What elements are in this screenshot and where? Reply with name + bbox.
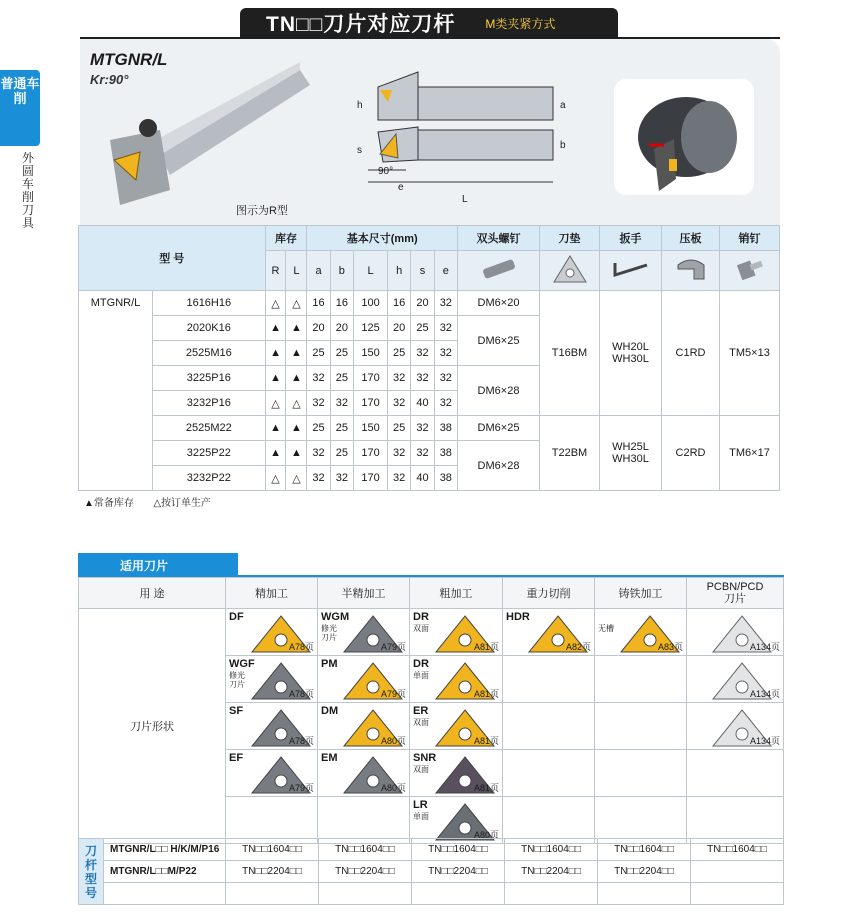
pin-icon xyxy=(720,251,780,291)
holder-label: 刀 杆 型 号 xyxy=(79,839,104,905)
holder-name: MTGNR/L□□M/P22 xyxy=(104,861,226,883)
clamp-illustration xyxy=(614,79,754,195)
insert-note: 修光 刀片 xyxy=(229,671,245,689)
insert-page: A134页 xyxy=(749,642,780,652)
page-subtitle: M类夹紧方式 xyxy=(485,16,556,31)
shim-value: T16BM xyxy=(540,291,600,416)
model-code: 1616H16 xyxy=(153,291,266,316)
cell-R: ▲ xyxy=(265,316,286,341)
insert-cell[interactable] xyxy=(410,703,502,749)
shim-value: T22BM xyxy=(540,416,600,491)
insert-cell[interactable] xyxy=(318,703,409,749)
col-s: s xyxy=(411,251,434,291)
cell-Lv: 170 xyxy=(353,441,387,466)
cell-R: △ xyxy=(265,391,286,416)
cell-R: ▲ xyxy=(265,366,286,391)
page-header xyxy=(240,8,618,38)
cell-L: ▲ xyxy=(286,441,307,466)
holder-name: MTGNR/L□□ H/K/M/P16 xyxy=(104,839,226,861)
cell-L: ▲ xyxy=(286,366,307,391)
cell-h: 32 xyxy=(388,441,411,466)
dim-a: a xyxy=(560,100,566,111)
cell-L: ▲ xyxy=(286,341,307,366)
col-e: e xyxy=(434,251,457,291)
wrench-icon xyxy=(600,251,662,291)
col-semi-finishing: 半精加工 xyxy=(318,578,410,609)
cell-s: 32 xyxy=(411,366,434,391)
cell-Lv: 150 xyxy=(353,416,387,441)
cell-h: 25 xyxy=(388,416,411,441)
insert-code: ER xyxy=(413,705,429,717)
screw-icon xyxy=(458,251,540,291)
cell-e: 32 xyxy=(434,366,457,391)
cell-h: 32 xyxy=(388,391,411,416)
cell-s: 25 xyxy=(411,316,434,341)
insert-code: DM xyxy=(321,705,339,717)
insert-cell[interactable] xyxy=(595,609,686,655)
stock-legend xyxy=(84,494,211,509)
wrench-b: WH30L xyxy=(612,353,649,365)
insert-note: 单面 xyxy=(413,671,429,680)
clamp-icon xyxy=(662,251,720,291)
insert-note: 双面 xyxy=(413,718,429,727)
model-code: 2020K16 xyxy=(153,316,266,341)
holder-insert: TN□□2204□□ xyxy=(598,861,691,883)
dim-l: L xyxy=(462,194,468,205)
cell-a: 20 xyxy=(307,316,330,341)
cell-b: 32 xyxy=(330,391,353,416)
insert-cell[interactable] xyxy=(226,703,317,749)
spec-table xyxy=(78,225,780,491)
col-use: 用 途 xyxy=(79,578,226,609)
model-code: 3225P22 xyxy=(153,441,266,466)
model-code: 2525M16 xyxy=(153,341,266,366)
col-r: R xyxy=(265,251,286,291)
insert-code: WGF xyxy=(229,658,255,670)
cell-h: 25 xyxy=(388,341,411,366)
cell-R: ▲ xyxy=(265,441,286,466)
insert-code: EM xyxy=(321,752,338,764)
insert-page: A134页 xyxy=(749,689,780,699)
insert-code: DR xyxy=(413,611,429,623)
cell-h: 20 xyxy=(388,316,411,341)
cell-Lv: 150 xyxy=(353,341,387,366)
wrench-value xyxy=(600,291,662,416)
dim-e: e xyxy=(398,182,404,193)
insert-page: A79页 xyxy=(380,642,406,652)
col-clamp: 压板 xyxy=(662,226,720,251)
col-heavy-cutting: 重力切削 xyxy=(503,578,595,609)
clamp-value: C2RD xyxy=(662,416,720,491)
insert-page: A79页 xyxy=(288,783,314,793)
dimension-drawing xyxy=(348,62,578,212)
cell-Lv: 170 xyxy=(353,391,387,416)
cell-h: 16 xyxy=(388,291,411,316)
cell-e: 32 xyxy=(434,316,457,341)
tool-holder-image xyxy=(100,60,310,220)
insert-cell[interactable] xyxy=(410,750,502,796)
dim-b: b xyxy=(560,140,566,151)
cell-b: 25 xyxy=(330,341,353,366)
insert-cell[interactable] xyxy=(226,750,317,796)
insert-note: 无槽 xyxy=(598,624,614,633)
cell-R: △ xyxy=(265,466,286,491)
cell-L: △ xyxy=(286,391,307,416)
side-tab[interactable]: 普通车削 xyxy=(0,70,40,146)
side-subtitle: 外圆车削刀具 xyxy=(22,151,35,230)
col-a: a xyxy=(307,251,330,291)
insert-page: A134页 xyxy=(749,736,780,746)
holder-insert: TN□□1604□□ xyxy=(691,839,784,861)
col-cast-iron: 铸铁加工 xyxy=(595,578,687,609)
legend-in-stock: ▲常备库存 xyxy=(84,498,134,509)
holder-insert: TN□□2204□□ xyxy=(412,861,505,883)
col-stock: 库存 xyxy=(265,226,307,251)
insert-code: SNR xyxy=(413,752,437,764)
insert-page: A81页 xyxy=(473,689,499,699)
col-h: h xyxy=(388,251,411,291)
insert-code: SF xyxy=(229,705,244,717)
insert-page: A81页 xyxy=(473,642,499,652)
cell-s: 20 xyxy=(411,291,434,316)
dim-h: h xyxy=(357,100,363,111)
cell-h: 32 xyxy=(388,366,411,391)
insert-cell[interactable] xyxy=(410,797,502,843)
insert-page: A78页 xyxy=(288,642,314,652)
insert-code: DF xyxy=(229,611,244,623)
insert-cell[interactable] xyxy=(503,609,594,655)
cell-b: 32 xyxy=(330,466,353,491)
insert-code: HDR xyxy=(506,611,530,623)
cell-a: 32 xyxy=(307,366,330,391)
cell-s: 40 xyxy=(411,391,434,416)
dim-angle: 90° xyxy=(378,166,394,177)
insert-cell[interactable] xyxy=(226,656,317,702)
insert-note: 单面 xyxy=(413,812,429,821)
cell-a: 25 xyxy=(307,341,330,366)
cell-e: 32 xyxy=(434,391,457,416)
insert-code: WGM xyxy=(321,611,350,623)
holder-insert: TN□□1604□□ xyxy=(598,839,691,861)
col-l: L xyxy=(286,251,307,291)
cell-L: ▲ xyxy=(286,316,307,341)
model-code: 3232P22 xyxy=(153,466,266,491)
cell-b: 20 xyxy=(330,316,353,341)
insert-cell[interactable] xyxy=(318,609,409,655)
figure-caption: 图示为R型 xyxy=(236,205,288,217)
dim-s: s xyxy=(357,145,362,156)
cell-s: 32 xyxy=(411,441,434,466)
holder-insert: TN□□1604□□ xyxy=(319,839,412,861)
cell-e: 38 xyxy=(434,466,457,491)
insert-note: 修光 刀片 xyxy=(321,624,337,642)
insert-note: 双面 xyxy=(413,765,429,774)
model-code: 3225P16 xyxy=(153,366,266,391)
insert-cell[interactable] xyxy=(410,656,502,702)
holder-insert: TN□□1604□□ xyxy=(505,839,598,861)
cell-b: 25 xyxy=(330,366,353,391)
cell-L: △ xyxy=(286,466,307,491)
cell-a: 25 xyxy=(307,416,330,441)
col-basic: 基本尺寸(mm) xyxy=(307,226,458,251)
screw-value: DM6×20 xyxy=(458,291,540,316)
wrench-b: WH30L xyxy=(612,453,649,465)
cell-s: 32 xyxy=(411,341,434,366)
cell-a: 32 xyxy=(307,466,330,491)
cell-b: 16 xyxy=(330,291,353,316)
row-shape-label: 刀片形状 xyxy=(79,609,226,844)
section-inserts-title: 适用刀片 xyxy=(78,553,238,575)
cell-a: 16 xyxy=(307,291,330,316)
cell-L: △ xyxy=(286,291,307,316)
pin-value: TM6×17 xyxy=(720,416,780,491)
cell-e: 32 xyxy=(434,291,457,316)
col-pcbn: PCBN/PCD 刀片 xyxy=(687,578,784,609)
insert-page: A81页 xyxy=(473,736,499,746)
cell-Lv: 170 xyxy=(353,466,387,491)
col-b: b xyxy=(330,251,353,291)
insert-page: A82页 xyxy=(565,642,591,652)
cell-s: 40 xyxy=(411,466,434,491)
model-code: 2525M22 xyxy=(153,416,266,441)
cell-b: 25 xyxy=(330,441,353,466)
insert-page: A80页 xyxy=(380,736,406,746)
holder-insert: TN□□2204□□ xyxy=(505,861,598,883)
col-length: L xyxy=(353,251,387,291)
cell-s: 32 xyxy=(411,416,434,441)
insert-cell[interactable] xyxy=(687,609,783,655)
cell-a: 32 xyxy=(307,441,330,466)
insert-page: A83页 xyxy=(657,642,683,652)
holder-row xyxy=(79,839,784,861)
insert-row xyxy=(79,609,784,656)
col-roughing: 粗加工 xyxy=(410,578,503,609)
screw-value: DM6×25 xyxy=(458,316,540,366)
cell-e: 38 xyxy=(434,416,457,441)
insert-page: A81页 xyxy=(473,783,499,793)
insert-cell[interactable] xyxy=(687,656,783,702)
cell-a: 32 xyxy=(307,391,330,416)
insert-code: EF xyxy=(229,752,244,764)
holder-row xyxy=(79,861,784,883)
cell-b: 25 xyxy=(330,416,353,441)
insert-code: DR xyxy=(413,658,429,670)
col-pin: 销钉 xyxy=(720,226,780,251)
insert-cell[interactable] xyxy=(318,656,409,702)
cell-R: ▲ xyxy=(265,341,286,366)
cell-e: 32 xyxy=(434,341,457,366)
col-screw: 双头螺钉 xyxy=(458,226,540,251)
holder-insert: TN□□1604□□ xyxy=(412,839,505,861)
spec-row xyxy=(79,291,780,316)
screw-value: DM6×28 xyxy=(458,366,540,416)
cell-Lv: 100 xyxy=(353,291,387,316)
insert-cell[interactable] xyxy=(318,750,409,796)
holder-row xyxy=(79,883,784,905)
insert-page: A79页 xyxy=(380,689,406,699)
lead-angle: Kr:90° xyxy=(90,72,129,87)
wrench-a: WH20L xyxy=(612,341,649,353)
insert-page: A78页 xyxy=(288,689,314,699)
insert-cell[interactable] xyxy=(687,703,783,749)
cell-R: ▲ xyxy=(265,416,286,441)
wrench-a: WH25L xyxy=(612,441,649,453)
insert-table xyxy=(78,577,784,844)
clamp-value: C1RD xyxy=(662,291,720,416)
insert-page: A80页 xyxy=(473,830,499,840)
wrench-value xyxy=(600,416,662,491)
holder-insert: TN□□2204□□ xyxy=(226,861,319,883)
col-shim: 刀垫 xyxy=(540,226,600,251)
insert-cell[interactable] xyxy=(226,609,317,655)
col-model: 型 号 xyxy=(79,226,266,291)
holder-table xyxy=(78,838,784,905)
model-code: 3232P16 xyxy=(153,391,266,416)
shim-icon xyxy=(540,251,600,291)
cell-Lv: 125 xyxy=(353,316,387,341)
spec-row xyxy=(79,416,780,441)
col-wrench: 扳手 xyxy=(600,226,662,251)
insert-cell[interactable] xyxy=(410,609,502,655)
insert-page: A78页 xyxy=(288,736,314,746)
page-title: TN□□刀片对应刀杆 xyxy=(266,13,456,36)
cell-Lv: 170 xyxy=(353,366,387,391)
col-finishing: 精加工 xyxy=(226,578,318,609)
cell-h: 32 xyxy=(388,466,411,491)
product-model: MTGNR/L xyxy=(90,50,168,69)
holder-insert: TN□□1604□□ xyxy=(226,839,319,861)
cell-e: 38 xyxy=(434,441,457,466)
legend-made-to-order: △按订单生产 xyxy=(153,498,212,509)
pin-value: TM5×13 xyxy=(720,291,780,416)
insert-code: LR xyxy=(413,799,428,811)
holder-insert xyxy=(691,861,784,883)
cell-L: ▲ xyxy=(286,416,307,441)
screw-value: DM6×28 xyxy=(458,441,540,491)
insert-page: A80页 xyxy=(380,783,406,793)
insert-code: PM xyxy=(321,658,338,670)
series-name: MTGNR/L xyxy=(79,291,153,491)
insert-note: 双面 xyxy=(413,624,429,633)
holder-insert: TN□□2204□□ xyxy=(319,861,412,883)
screw-value: DM6×25 xyxy=(458,416,540,441)
cell-R: △ xyxy=(265,291,286,316)
